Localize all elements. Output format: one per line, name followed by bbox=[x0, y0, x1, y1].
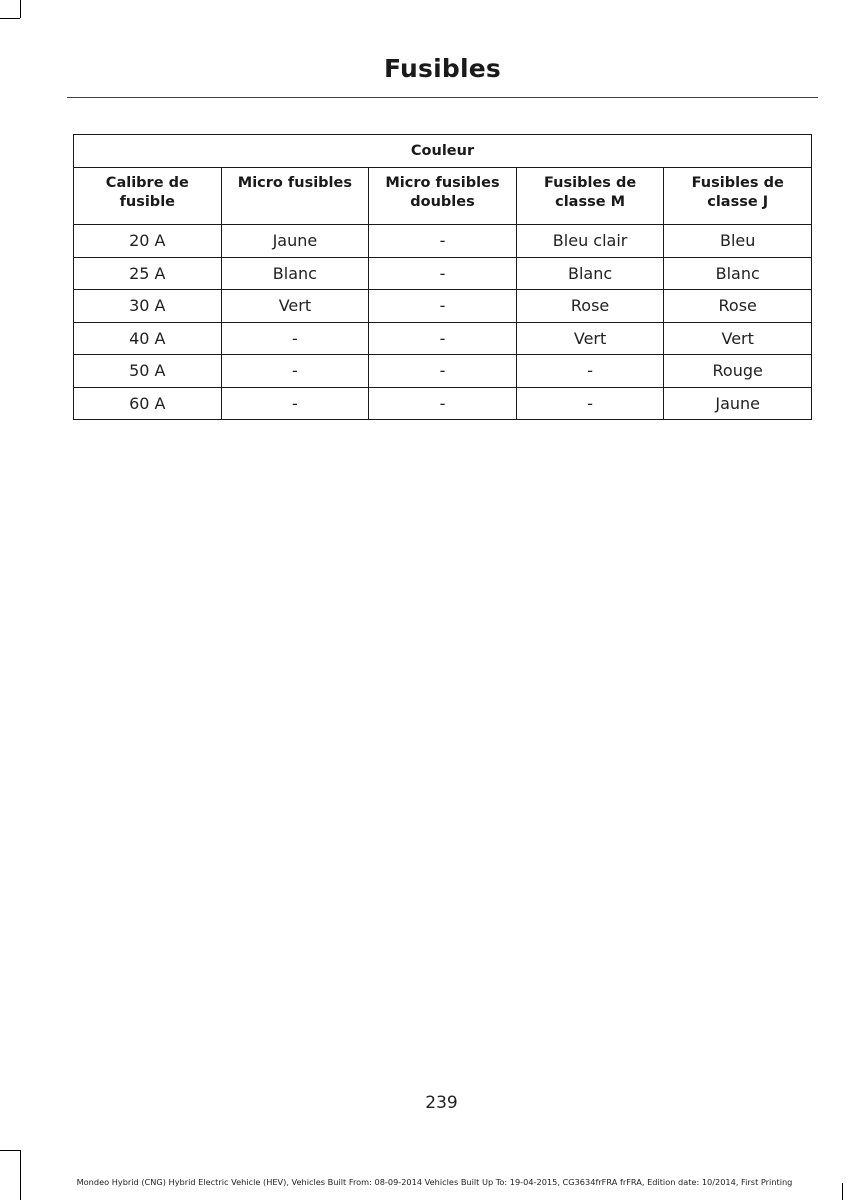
cell-micro-doubles: - bbox=[369, 355, 517, 388]
cell-classe-m: Rose bbox=[516, 290, 664, 323]
cell-classe-m: - bbox=[516, 387, 664, 420]
cell-calibre: 40 A bbox=[74, 322, 222, 355]
group-header-couleur: Couleur bbox=[74, 135, 812, 168]
cell-micro-doubles: - bbox=[369, 225, 517, 258]
table-row bbox=[74, 290, 812, 323]
page-number: 239 bbox=[425, 1093, 458, 1113]
cell-calibre: 60 A bbox=[74, 387, 222, 420]
cell-classe-j: Jaune bbox=[664, 387, 812, 420]
cell-micro: Jaune bbox=[221, 225, 369, 258]
crop-mark-bottom-left-horizontal bbox=[0, 1150, 20, 1151]
cell-classe-j: Bleu bbox=[664, 225, 812, 258]
cell-micro-doubles: - bbox=[369, 322, 517, 355]
cell-micro: - bbox=[221, 355, 369, 388]
page-title: Fusibles bbox=[384, 54, 501, 83]
table-row bbox=[74, 225, 812, 258]
cell-calibre: 30 A bbox=[74, 290, 222, 323]
cell-classe-m: Bleu clair bbox=[516, 225, 664, 258]
table-group-header-row bbox=[74, 135, 812, 168]
table-row bbox=[74, 355, 812, 388]
cell-micro: - bbox=[221, 387, 369, 420]
fuse-color-table bbox=[73, 134, 812, 420]
column-header-calibre: Calibre de fusible bbox=[74, 168, 222, 225]
cell-calibre: 50 A bbox=[74, 355, 222, 388]
cell-classe-m: Vert bbox=[516, 322, 664, 355]
crop-mark-top-left-horizontal bbox=[0, 18, 20, 19]
cell-classe-j: Rose bbox=[664, 290, 812, 323]
cell-micro-doubles: - bbox=[369, 387, 517, 420]
table-row bbox=[74, 387, 812, 420]
cell-classe-j: Blanc bbox=[664, 257, 812, 290]
table-row bbox=[74, 322, 812, 355]
table-row bbox=[74, 257, 812, 290]
crop-mark-bottom-left-vertical bbox=[20, 1150, 21, 1200]
cell-classe-m: - bbox=[516, 355, 664, 388]
column-header-classe-m: Fusibles de classe M bbox=[516, 168, 664, 225]
cell-micro-doubles: - bbox=[369, 257, 517, 290]
cell-micro: Blanc bbox=[221, 257, 369, 290]
table-header-row bbox=[74, 168, 812, 225]
page-footer: Mondeo Hybrid (CNG) Hybrid Electric Vehicle (HEV), Vehicles Built From: 08-09-2014 Vehicles Built Up To: 19-04-2015, CG3634frFRA frFRA, Edition date: 10/2014, First Printing bbox=[76, 1177, 793, 1187]
cell-micro: - bbox=[221, 322, 369, 355]
column-header-micro-fusibles-doubles: Micro fusibles doubles bbox=[369, 168, 517, 225]
column-header-classe-j: Fusibles de classe J bbox=[664, 168, 812, 225]
column-header-micro-fusibles: Micro fusibles bbox=[221, 168, 369, 225]
cell-classe-j: Vert bbox=[664, 322, 812, 355]
cell-micro: Vert bbox=[221, 290, 369, 323]
cell-classe-m: Blanc bbox=[516, 257, 664, 290]
title-divider bbox=[67, 97, 818, 98]
crop-mark-top-left-vertical bbox=[20, 0, 21, 18]
cell-calibre: 20 A bbox=[74, 225, 222, 258]
cell-classe-j: Rouge bbox=[664, 355, 812, 388]
cell-micro-doubles: - bbox=[369, 290, 517, 323]
cell-calibre: 25 A bbox=[74, 257, 222, 290]
